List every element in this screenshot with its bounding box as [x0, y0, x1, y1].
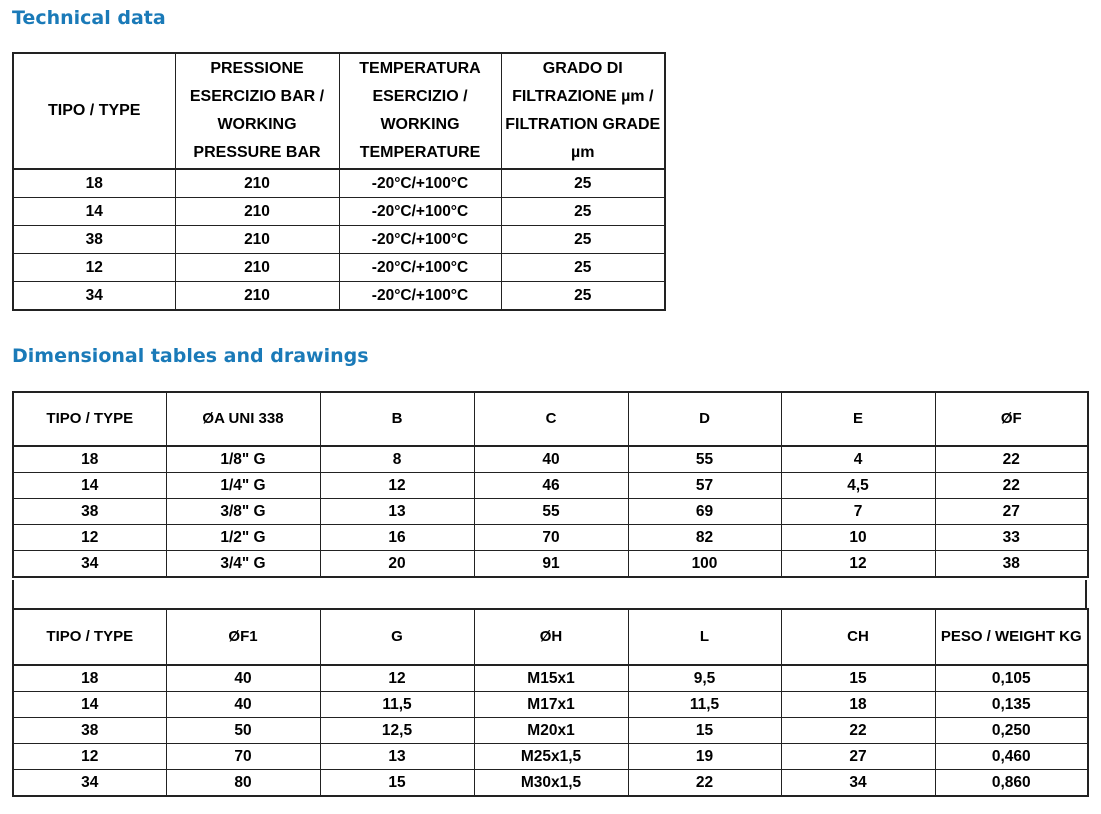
table-cell: 25 [501, 254, 665, 282]
table-row [13, 198, 665, 226]
table-cell: 18 [781, 692, 935, 718]
table-row [13, 473, 1088, 499]
table-row [13, 282, 665, 311]
table-cell: 12 [320, 473, 474, 499]
table-row [13, 665, 1088, 692]
table-header-row [13, 53, 665, 169]
table-cell: 12,5 [320, 718, 474, 744]
table-cell: 1/4" G [166, 473, 320, 499]
table-cell: 210 [175, 254, 339, 282]
table-cell: 34 [13, 551, 166, 578]
table-cell: 34 [781, 770, 935, 797]
table-cell: 80 [166, 770, 320, 797]
column-header: B [320, 392, 474, 446]
table-cell: 15 [628, 718, 781, 744]
table-cell: 38 [935, 551, 1088, 578]
table-row [13, 525, 1088, 551]
table-cell: 210 [175, 198, 339, 226]
table-cell: 9,5 [628, 665, 781, 692]
technical-data-heading: Technical data [12, 7, 166, 29]
table-spacer [12, 580, 1087, 608]
table-cell: -20°C/+100°C [339, 282, 501, 311]
column-header: ØA UNI 338 [166, 392, 320, 446]
table-cell: 33 [935, 525, 1088, 551]
column-header: G [320, 609, 474, 665]
column-header: CH [781, 609, 935, 665]
table-cell: 38 [13, 226, 175, 254]
table-row [13, 770, 1088, 797]
dimensional-table-1 [12, 391, 1089, 578]
table-cell: 4,5 [781, 473, 935, 499]
table-cell: 210 [175, 282, 339, 311]
table-cell: 70 [474, 525, 628, 551]
table-cell: 13 [320, 499, 474, 525]
table-row [13, 692, 1088, 718]
column-header: D [628, 392, 781, 446]
table-cell: 14 [13, 473, 166, 499]
table-cell: 3/4" G [166, 551, 320, 578]
table-cell: 0,460 [935, 744, 1088, 770]
table-row [13, 718, 1088, 744]
table-cell: 25 [501, 198, 665, 226]
table-cell: 15 [320, 770, 474, 797]
table-cell: 38 [13, 718, 166, 744]
table-cell: 18 [13, 169, 175, 198]
table-cell: M30x1,5 [474, 770, 628, 797]
table-cell: M25x1,5 [474, 744, 628, 770]
table-cell: 11,5 [320, 692, 474, 718]
table-cell: 0,135 [935, 692, 1088, 718]
table-cell: 19 [628, 744, 781, 770]
table-cell: M17x1 [474, 692, 628, 718]
column-header: PRESSIONE ESERCIZIO BAR / WORKING PRESSURE BAR [175, 53, 339, 169]
column-header: TIPO / TYPE [13, 392, 166, 446]
column-header: ØF1 [166, 609, 320, 665]
table-cell: 69 [628, 499, 781, 525]
table-row [13, 499, 1088, 525]
table-cell: 22 [935, 446, 1088, 473]
dimensional-tables-heading: Dimensional tables and drawings [12, 345, 369, 367]
technical-data-table [12, 52, 666, 311]
table-row [13, 169, 665, 198]
table-cell: M20x1 [474, 718, 628, 744]
table-cell: 12 [13, 525, 166, 551]
column-header: E [781, 392, 935, 446]
table-cell: 0,250 [935, 718, 1088, 744]
table-row [13, 744, 1088, 770]
table-cell: 16 [320, 525, 474, 551]
table-cell: 8 [320, 446, 474, 473]
table-cell: 210 [175, 226, 339, 254]
table-cell: 18 [13, 665, 166, 692]
table-cell: 210 [175, 169, 339, 198]
table-cell: 34 [13, 770, 166, 797]
table-cell: 22 [781, 718, 935, 744]
table-cell: 14 [13, 692, 166, 718]
table-header-row [13, 392, 1088, 446]
column-header: TIPO / TYPE [13, 53, 175, 169]
table-cell: 25 [501, 282, 665, 311]
table-cell: 55 [628, 446, 781, 473]
table-cell: 12 [320, 665, 474, 692]
table-row [13, 226, 665, 254]
table-cell: -20°C/+100°C [339, 169, 501, 198]
column-header: TEMPERATURA ESERCIZIO / WORKING TEMPERATURE [339, 53, 501, 169]
table-cell: 0,105 [935, 665, 1088, 692]
table-cell: 12 [781, 551, 935, 578]
table-cell: 15 [781, 665, 935, 692]
table-cell: 100 [628, 551, 781, 578]
table-cell: 27 [935, 499, 1088, 525]
table-cell: -20°C/+100°C [339, 254, 501, 282]
table-cell: 46 [474, 473, 628, 499]
table-cell: 57 [628, 473, 781, 499]
table-cell: 55 [474, 499, 628, 525]
table-cell: 70 [166, 744, 320, 770]
table-cell: 14 [13, 198, 175, 226]
column-header: L [628, 609, 781, 665]
table-cell: 13 [320, 744, 474, 770]
table-cell: 27 [781, 744, 935, 770]
table-cell: 1/8" G [166, 446, 320, 473]
table-cell: 38 [13, 499, 166, 525]
table-cell: 12 [13, 254, 175, 282]
table-cell: 34 [13, 282, 175, 311]
column-header: ØF [935, 392, 1088, 446]
dimensional-table-2 [12, 608, 1089, 797]
table-header-row [13, 609, 1088, 665]
table-cell: -20°C/+100°C [339, 198, 501, 226]
table-cell: 1/2" G [166, 525, 320, 551]
table-cell: 91 [474, 551, 628, 578]
table-cell: 25 [501, 169, 665, 198]
table-cell: 7 [781, 499, 935, 525]
table-cell: 12 [13, 744, 166, 770]
table-cell: 18 [13, 446, 166, 473]
table-cell: 22 [935, 473, 1088, 499]
table-cell: 11,5 [628, 692, 781, 718]
table-cell: 50 [166, 718, 320, 744]
table-cell: 20 [320, 551, 474, 578]
table-cell: 25 [501, 226, 665, 254]
table-cell: 40 [474, 446, 628, 473]
table-cell: 3/8" G [166, 499, 320, 525]
table-row [13, 446, 1088, 473]
table-cell: -20°C/+100°C [339, 226, 501, 254]
table-cell: 40 [166, 665, 320, 692]
table-row [13, 254, 665, 282]
table-cell: 40 [166, 692, 320, 718]
table-row [13, 551, 1088, 578]
column-header: ØH [474, 609, 628, 665]
table-cell: 10 [781, 525, 935, 551]
column-header: PESO / WEIGHT KG [935, 609, 1088, 665]
table-cell: 22 [628, 770, 781, 797]
table-cell: 82 [628, 525, 781, 551]
table-cell: 4 [781, 446, 935, 473]
column-header: TIPO / TYPE [13, 609, 166, 665]
column-header: GRADO DI FILTRAZIONE µm / FILTRATION GRADE µm [501, 53, 665, 169]
table-cell: 0,860 [935, 770, 1088, 797]
column-header: C [474, 392, 628, 446]
table-cell: M15x1 [474, 665, 628, 692]
